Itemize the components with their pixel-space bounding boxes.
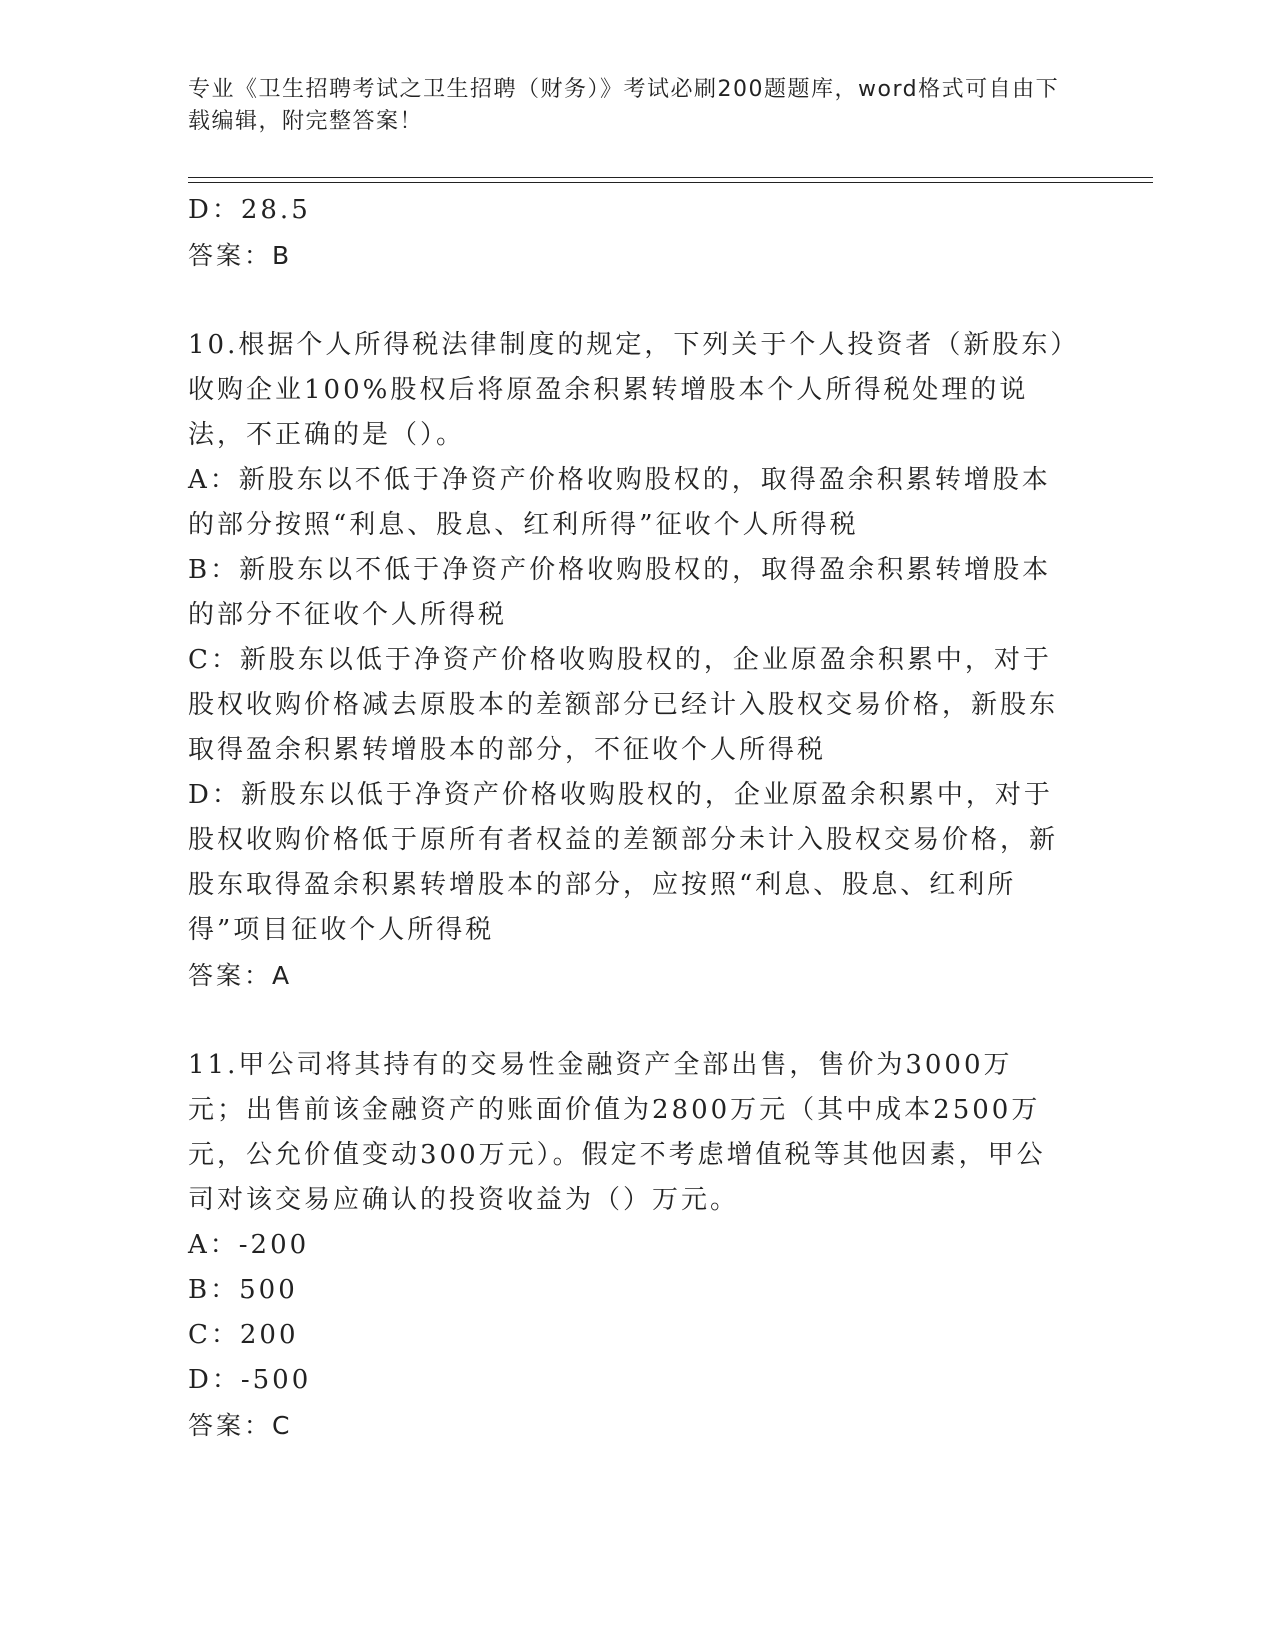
header-rule-bottom [188,182,1153,183]
answer-label: 答案： [188,961,273,990]
question-11 [188,1043,1068,1448]
question-stem: 10.根据个人所得税法律制度的规定，下列关于个人投资者（新股东）收购企业100%股权后将原盈余积累转增股本个人所得税处理的说法，不正确的是（）。 [188,330,1067,450]
question-stem: 11.甲公司将其持有的交易性金融资产全部出售，售价为3000万元；出售前该金融资产的账面价值为2800万元（其中成本2500万元，公允价值变动300万元）。假定不考虑增值税等其他因素，甲公司对该交易应确认的投资收益为（）万元。 [188,1050,1046,1215]
option-d: D：28.5 [188,195,311,225]
option-a: A：-200 [188,1230,310,1260]
spacer [188,278,1068,323]
answer-line [188,1403,1068,1448]
option-c: C：200 [188,1320,299,1350]
option-a: A：新股东以不低于净资产价格收购股权的，取得盈余积累转增股本的部分按照“利息、股息、红利所得”征收个人所得税 [188,465,1051,540]
answer-line [188,953,1068,998]
question-10 [188,323,1068,998]
previous-question-tail [188,188,1068,278]
option-d: D：-500 [188,1365,312,1395]
option-b: B：500 [188,1275,298,1305]
option-b: B：新股东以不低于净资产价格收购股权的，取得盈余积累转增股本的部分不征收个人所得税 [188,555,1052,630]
answer-value: B [272,241,292,270]
answer-label: 答案： [188,1411,273,1440]
answer-line [188,233,1068,278]
document-body [188,188,1068,1448]
option-d: D：新股东以低于净资产价格收购股权的，企业原盈余积累中，对于股权收购价格低于原所有者权益的差额部分未计入股权交易价格，新股东取得盈余积累转增股本的部分，应按照“利息、股息、红利所得”项目征收个人所得税 [188,780,1059,945]
spacer [188,998,1068,1043]
answer-value: A [272,961,292,990]
answer-label: 答案： [188,241,273,270]
page-header: 专业《卫生招聘考试之卫生招聘（财务）》考试必刷200题题库，word格式可自由下载编辑，附完整答案！ [188,77,1060,134]
answer-value: C [272,1411,292,1440]
header-rule-top [188,177,1153,178]
option-c: C：新股东以低于净资产价格收购股权的，企业原盈余积累中，对于股权收购价格减去原股本的差额部分已经计入股权交易价格，新股东取得盈余积累转增股本的部分，不征收个人所得税 [188,645,1059,765]
